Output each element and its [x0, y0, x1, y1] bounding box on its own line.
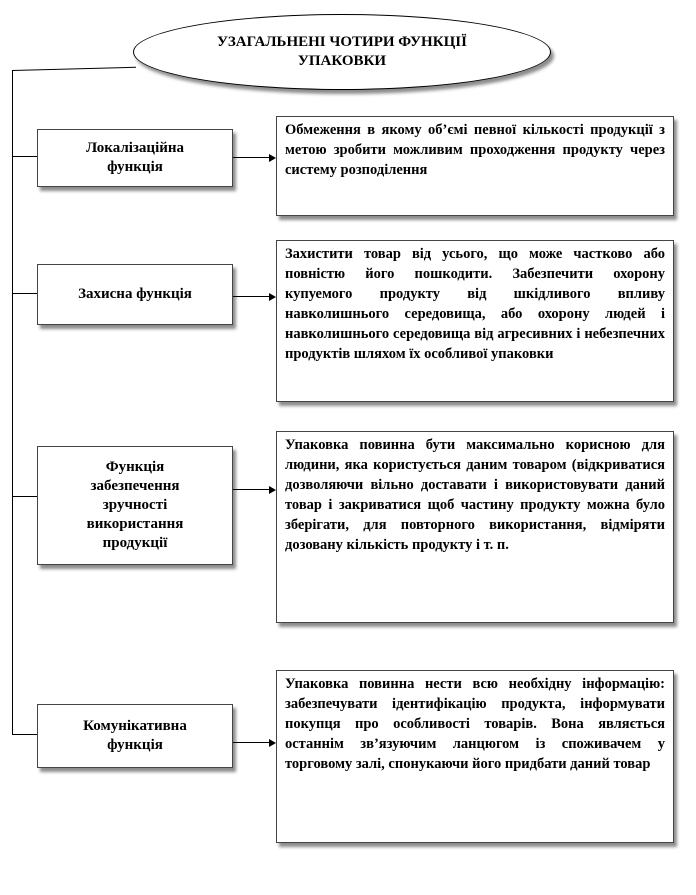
arrow-line-1 [232, 157, 270, 158]
function-box-communicative [37, 704, 233, 768]
diagram-title: УЗАГАЛЬНЕНІ ЧОТИРИ ФУНКЦІЇ УПАКОВКИ [217, 34, 467, 69]
arrow-line-2 [232, 296, 270, 297]
description-box-localization [276, 116, 674, 216]
branch-line-1 [12, 156, 37, 157]
arrow-head-3 [269, 486, 276, 494]
arrow-head-4 [269, 739, 276, 747]
arrow-line-4 [232, 742, 270, 743]
function-name: Функція забезпечення зручності використання продукції [86, 459, 184, 551]
diagram-title-ellipse [133, 14, 551, 90]
trunk-line [12, 70, 13, 735]
function-name: Захисна функція [78, 286, 192, 302]
function-description: Обмеження в якому об’ємі певної кількості продукції з метою зробити можливим проходження продукту через систему розподілення [285, 122, 665, 178]
function-box-localization [37, 129, 233, 187]
branch-line-4 [12, 734, 37, 735]
function-box-protective [37, 264, 233, 325]
arrow-head-1 [269, 154, 276, 162]
description-box-protective [276, 240, 674, 402]
branch-line-2 [12, 293, 37, 294]
description-box-communicative [276, 670, 674, 843]
arrow-head-2 [269, 293, 276, 301]
branch-line-3 [12, 496, 37, 497]
description-box-convenience [276, 431, 674, 623]
function-name: Локалізаційна функція [85, 140, 185, 175]
function-description: Захистити товар від усього, що може частково або повністю його пошкодити. Забезпечити охорону купуемого продукту від шкідливого впливу навколишнього середовища, або охорону людей і навколишнього середовища від агресивних і небезпечних продуктів шляхом їх особливої упаковки [285, 246, 665, 362]
function-description: Упаковка повинна бути максимально корисною для людини, яка користується даним товаром (відкриватися дозволяючи вільно доставати і використовувати даний товар і закриватися щоб частину продукту можна було зберігати, для повторного використання, відміряти дозовану кількість продукту і т. п. [285, 437, 665, 553]
function-name: Комунікативна функція [83, 718, 187, 753]
function-box-convenience [37, 446, 233, 565]
arrow-line-3 [232, 489, 270, 490]
function-description: Упаковка повинна нести всю необхідну інформацію: забезпечувати ідентифікацію продукта, інформувати покупця про особливості товарів. Вона являється останнім зв’язуючим ланцюгом із споживачем у торговому залі, спонукаючи його придбати даний товар [285, 676, 665, 772]
connector-title-to-trunk [12, 67, 136, 71]
